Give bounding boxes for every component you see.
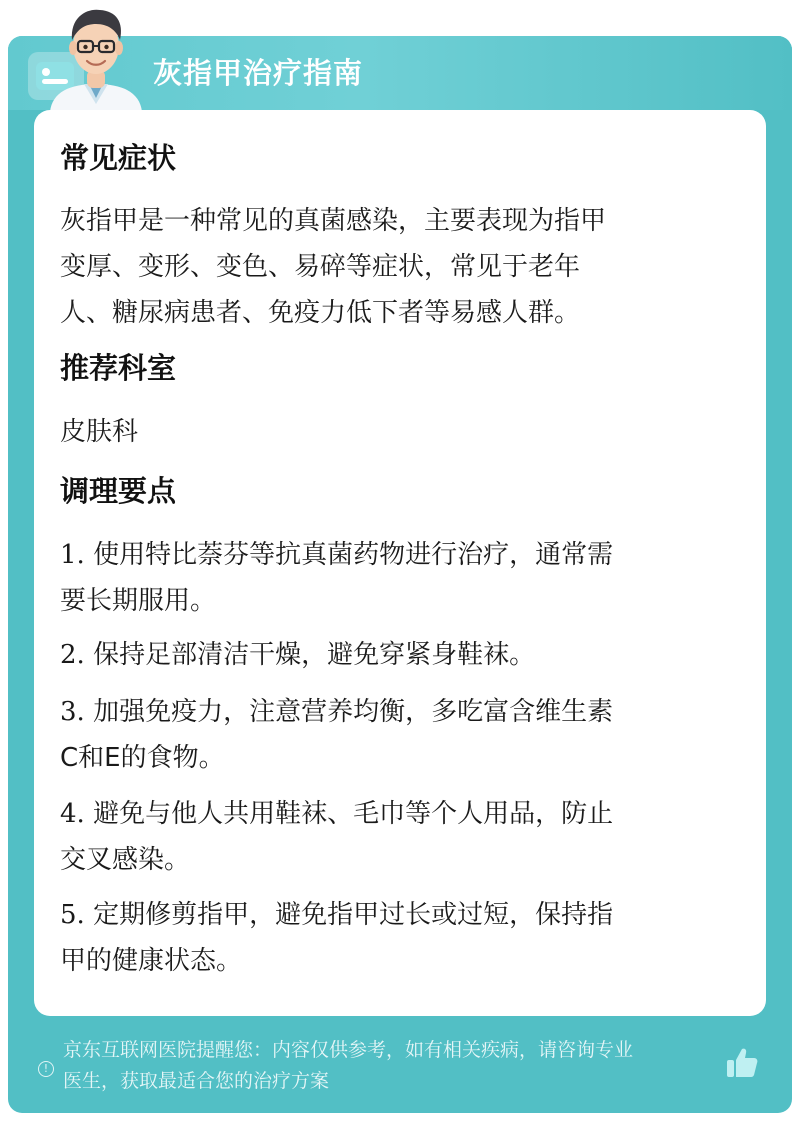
- department-value: 皮肤科: [60, 417, 139, 447]
- care-item-4-number: 4.: [60, 799, 85, 829]
- page-title: 灰指甲治疗指南: [153, 56, 364, 90]
- symptoms-line-3: 人、糖尿病患者、免疫力低下者等易感人群。: [60, 298, 581, 328]
- care-item-1: [60, 532, 732, 624]
- care-item-2-number: 2.: [60, 640, 85, 670]
- thumbs-up-icon[interactable]: [724, 1045, 760, 1081]
- care-item-2-line-1: 保持足部清洁干燥，避免穿紧身鞋袜。: [84, 640, 536, 670]
- care-title: 调理要点: [60, 474, 177, 508]
- care-item-4-line-2: 交叉感染。: [60, 845, 191, 875]
- care-item-3: [60, 689, 732, 781]
- department-title: 推荐科室: [60, 351, 177, 385]
- care-item-1-line-1: 使用特比萘芬等抗真菌药物进行治疗，通常需: [84, 540, 614, 570]
- symptoms-line-2: 变厚、变形、变色、易碎等症状，常见于老年: [60, 252, 581, 282]
- content-card: [34, 110, 766, 1016]
- doctor-avatar-icon: [40, 0, 152, 112]
- care-item-3-line-2: C和E的食物。: [60, 743, 225, 773]
- care-item-2: [60, 632, 732, 678]
- symptoms-text: [60, 198, 732, 336]
- symptoms-line-1: 灰指甲是一种常见的真菌感染，主要表现为指甲: [60, 206, 607, 236]
- disclaimer-line-1: 京东互联网医院提醒您：内容仅供参考，如有相关疾病，请咨询专业: [63, 1039, 634, 1061]
- symptoms-title: 常见症状: [60, 141, 177, 175]
- care-item-5-number: 5.: [60, 900, 85, 930]
- care-item-5-line-2: 甲的健康状态。: [60, 946, 243, 976]
- disclaimer-line-2: 医生，获取最适合您的治疗方案: [63, 1070, 330, 1092]
- care-item-1-line-2: 要长期服用。: [60, 586, 217, 616]
- footer-disclaimer: [8, 1031, 792, 1113]
- care-item-1-number: 1.: [60, 540, 85, 570]
- info-icon: !: [38, 1061, 54, 1077]
- care-item-5: [60, 892, 732, 984]
- disclaimer-text: [63, 1035, 731, 1097]
- care-item-3-number: 3.: [60, 697, 85, 727]
- care-item-3-line-1: 加强免疫力，注意营养均衡，多吃富含维生素: [84, 697, 614, 727]
- care-item-4-line-1: 避免与他人共用鞋袜、毛巾等个人用品，防止: [84, 799, 614, 829]
- care-item-5-line-1: 定期修剪指甲，避免指甲过长或过短，保持指: [84, 900, 614, 930]
- care-item-4: [60, 791, 732, 883]
